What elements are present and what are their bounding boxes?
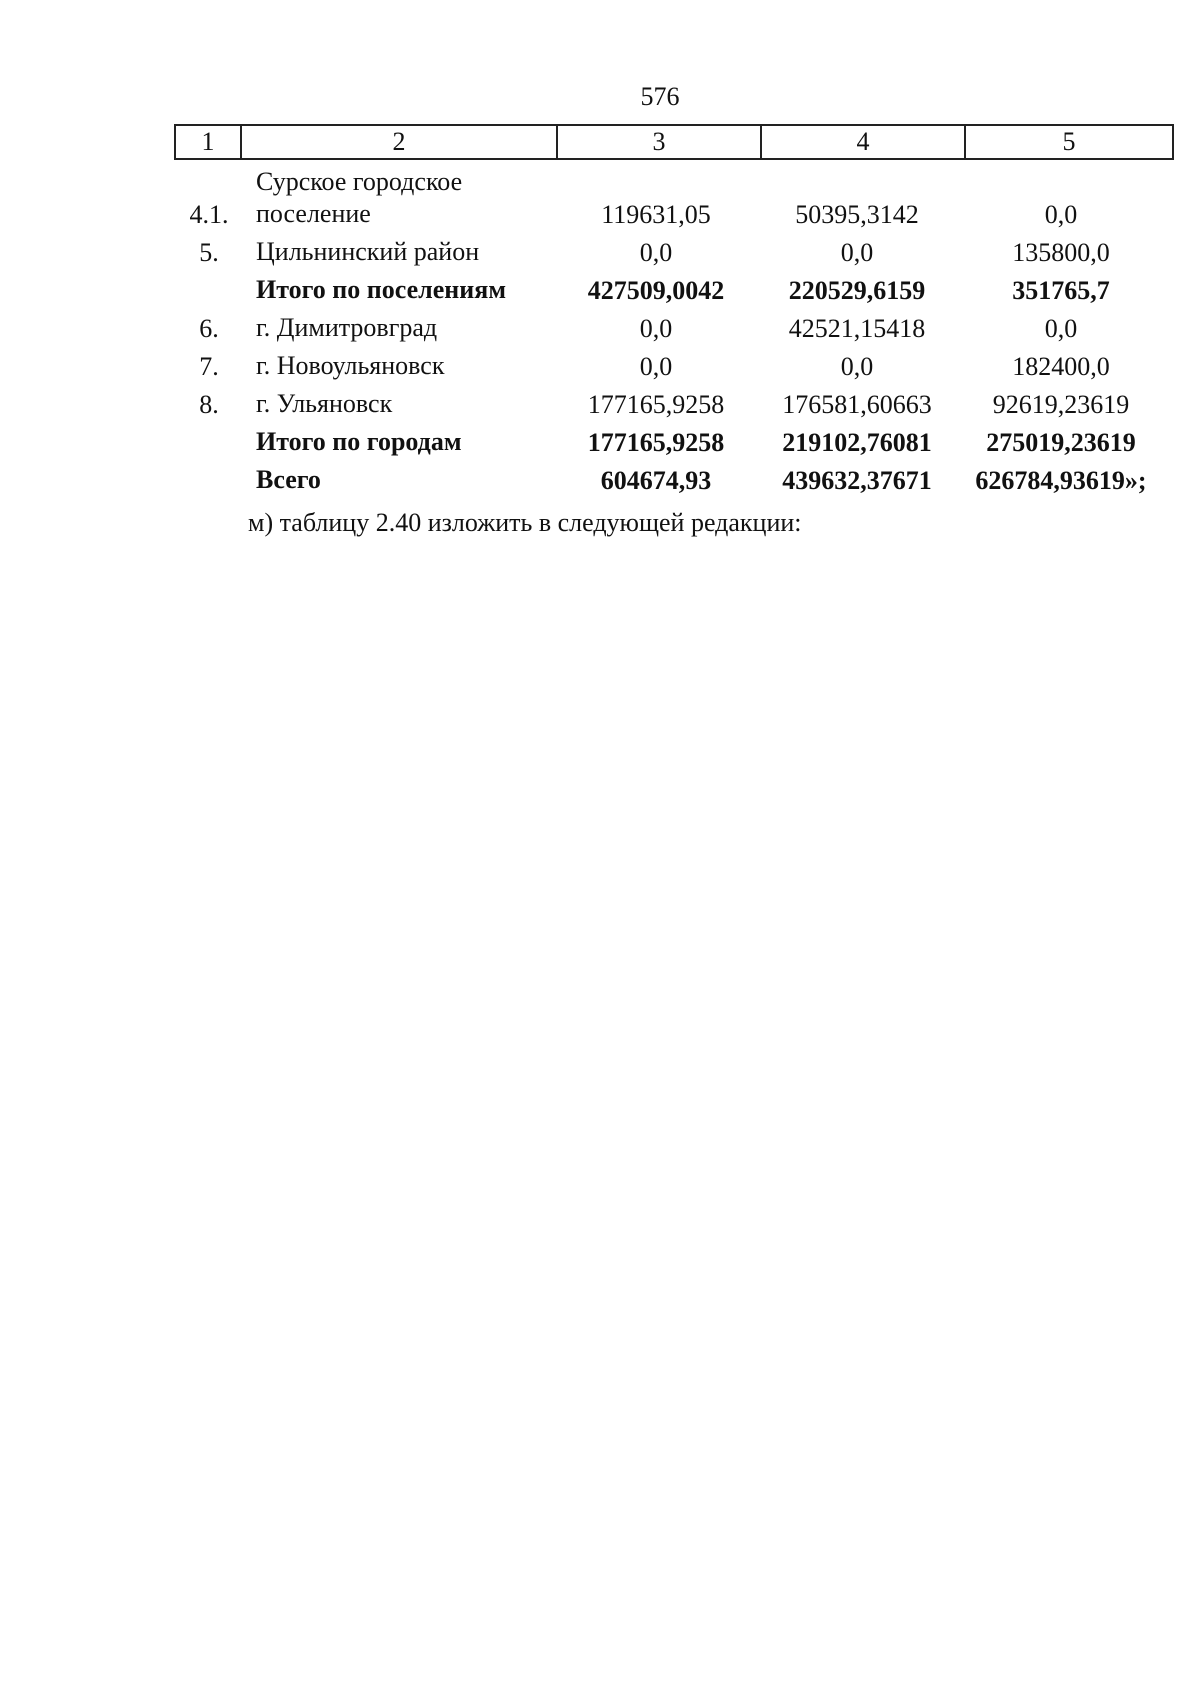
table-row — [174, 420, 1164, 458]
row-value-col3: 0,0 — [639, 314, 673, 343]
row-name: Цильнинский район — [256, 237, 480, 266]
row-name: Итого по поселениям — [256, 275, 507, 304]
row-value-col3: 427509,0042 — [587, 276, 725, 305]
row-value-col5: 275019,23619 — [986, 428, 1136, 457]
row-name: г. Новоульяновск — [256, 351, 445, 380]
table-body — [174, 162, 1164, 496]
row-value-col4: 0,0 — [840, 352, 874, 381]
row-name: г. Димитровград — [256, 313, 438, 342]
row-value-col5: 182400,0 — [1012, 352, 1110, 381]
row-number: 4.1. — [189, 200, 229, 229]
table-row — [174, 458, 1164, 496]
row-value-col4: 0,0 — [840, 238, 874, 267]
row-value-col5: 626784,93619»; — [975, 466, 1147, 495]
row-number: 8. — [199, 390, 219, 419]
row-value-col3: 177165,9258 — [587, 428, 725, 457]
table-row — [174, 382, 1164, 420]
row-value-col3: 0,0 — [639, 352, 673, 381]
row-value-col5: 92619,23619 — [992, 390, 1130, 419]
table-row — [174, 268, 1164, 306]
row-value-col4: 42521,15418 — [788, 314, 926, 343]
row-number: 7. — [199, 352, 219, 381]
row-value-col4: 439632,37671 — [782, 466, 932, 495]
row-value-col5: 0,0 — [1044, 200, 1078, 229]
row-name: Итого по городам — [256, 427, 462, 456]
table-header — [174, 124, 1174, 160]
row-name: Сурское городское поселение — [256, 167, 463, 228]
row-name: г. Ульяновск — [256, 389, 393, 418]
row-value-col4: 219102,76081 — [782, 428, 932, 457]
row-value-col3: 604674,93 — [600, 466, 712, 495]
header-col-5: 5 — [965, 125, 1173, 159]
note-text: м) таблицу 2.40 изложить в следующей редакции: — [248, 508, 802, 537]
header-col-4: 4 — [761, 125, 965, 159]
table-row — [174, 230, 1164, 268]
header-col-1: 1 — [175, 125, 241, 159]
header-col-3: 3 — [557, 125, 761, 159]
page-number: 576 — [640, 82, 680, 111]
table-row — [174, 162, 1164, 230]
row-number: 6. — [199, 314, 219, 343]
header-col-2: 2 — [241, 125, 557, 159]
row-number: 5. — [199, 238, 219, 267]
row-value-col3: 0,0 — [639, 238, 673, 267]
row-value-col5: 135800,0 — [1012, 238, 1110, 267]
row-value-col3: 177165,9258 — [587, 390, 725, 419]
row-value-col4: 50395,3142 — [795, 200, 919, 229]
row-value-col4: 176581,60663 — [782, 390, 932, 419]
table-row — [174, 306, 1164, 344]
row-value-col5: 351765,7 — [1012, 276, 1110, 305]
row-value-col4: 220529,6159 — [788, 276, 926, 305]
row-value-col5: 0,0 — [1044, 314, 1078, 343]
table-row — [174, 344, 1164, 382]
row-value-col3: 119631,05 — [601, 200, 711, 229]
row-name: Всего — [256, 465, 321, 494]
